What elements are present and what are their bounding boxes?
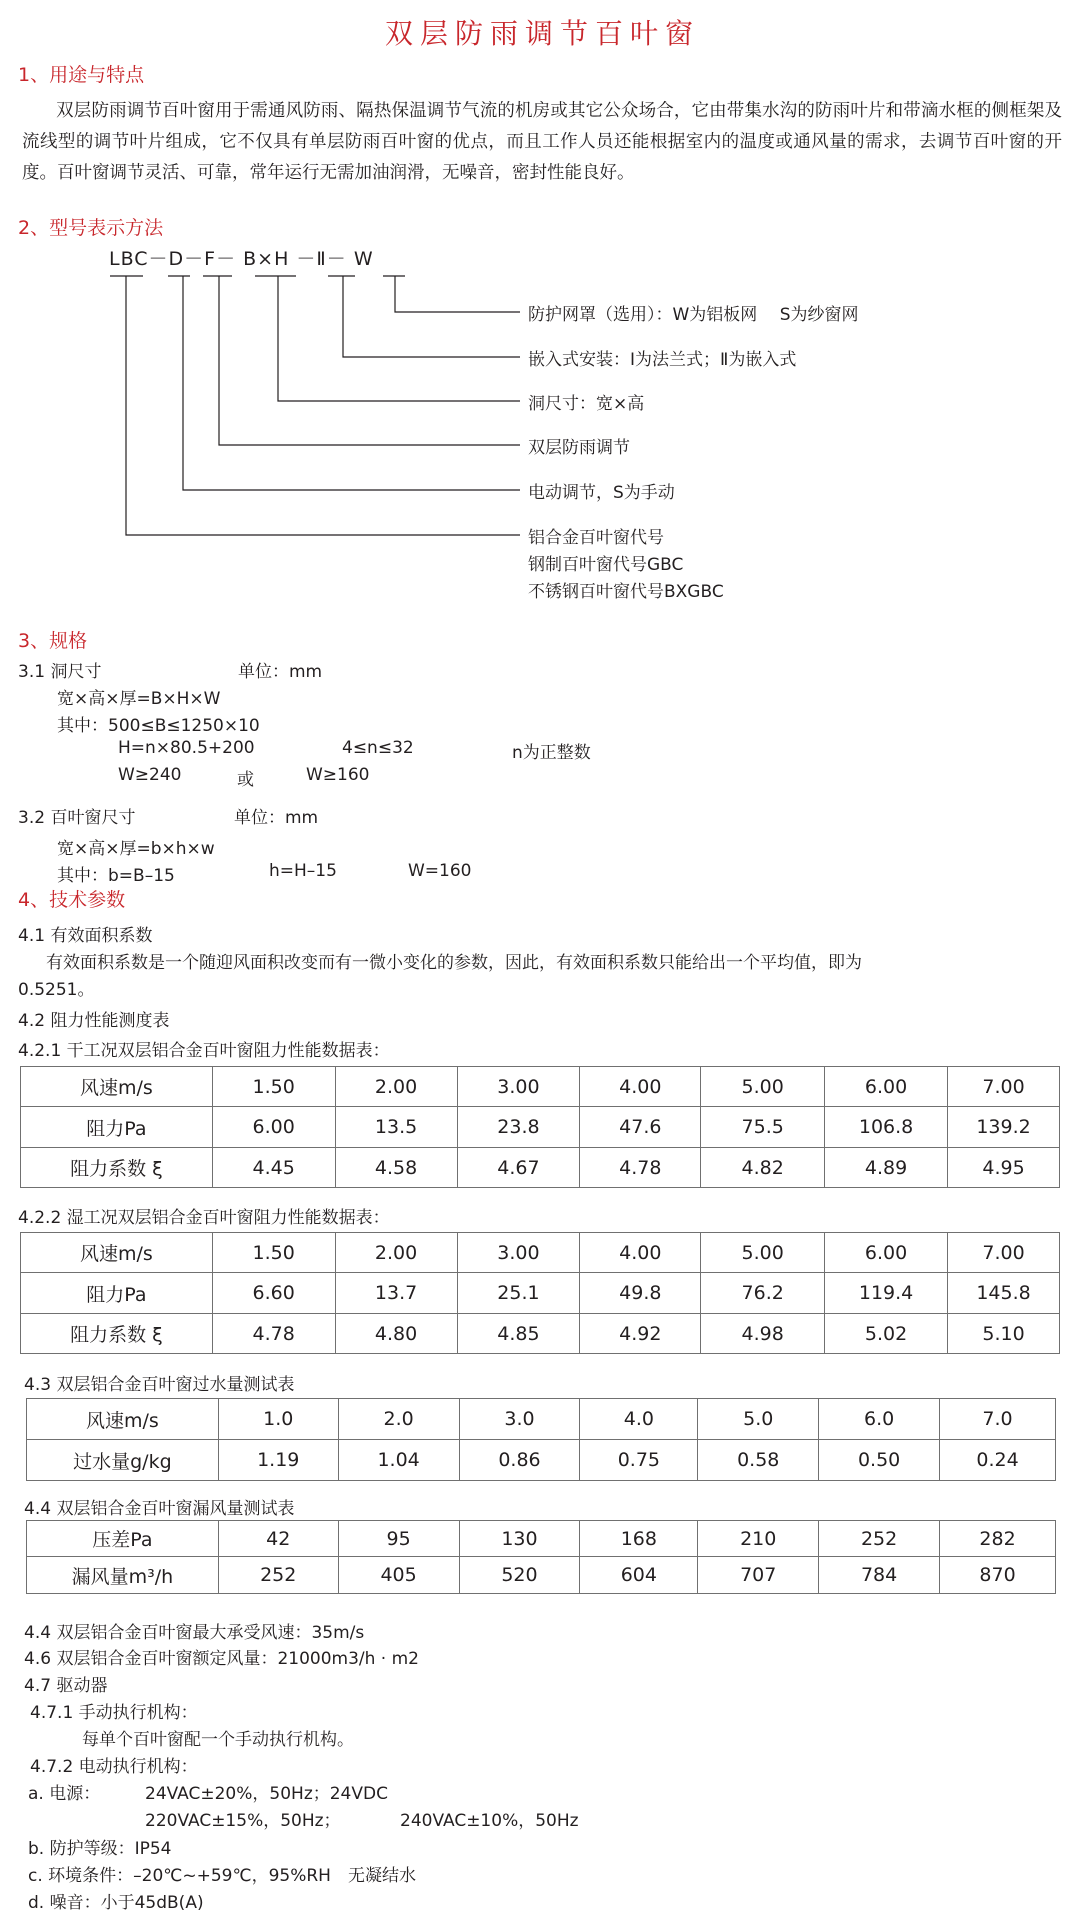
table-cell: 13.5	[335, 1107, 457, 1148]
table-cell: 252	[218, 1557, 338, 1594]
table-cell: 4.89	[825, 1148, 948, 1188]
table-cell: 6.0	[819, 1399, 940, 1440]
table-cell: 4.78	[580, 1148, 701, 1188]
row-header: 风速m/s	[21, 1233, 213, 1273]
table-cell: 2.00	[335, 1233, 457, 1273]
table-cell: 6.00	[825, 1233, 948, 1273]
spec-31-unit: 单位：mm	[238, 662, 323, 682]
table-cell: 47.6	[580, 1107, 701, 1148]
row-header: 阻力Pa	[21, 1107, 213, 1148]
table-cell: 707	[698, 1557, 819, 1594]
table-row	[21, 1273, 1060, 1314]
spec-32-label: 3.2 百叶窗尺寸	[18, 808, 136, 828]
spec-31-label: 3.1 洞尺寸	[18, 662, 102, 682]
spec-31-or: 或	[237, 770, 254, 790]
table-row	[21, 1107, 1060, 1148]
table-cell: 139.2	[948, 1107, 1060, 1148]
page-title: 双层防雨调节百叶窗	[384, 17, 700, 50]
table-cell: 520	[459, 1557, 580, 1594]
table-cell: 5.0	[698, 1399, 819, 1440]
table-cell: 95	[338, 1521, 459, 1557]
air-leakage-table	[26, 1520, 1056, 1594]
table-row	[21, 1314, 1060, 1354]
table-cell: 3.00	[457, 1233, 580, 1273]
row-header: 阻力系数 ξ	[21, 1314, 213, 1354]
explanation-stainless: 不锈钢百叶窗代号BXGBC	[528, 582, 724, 602]
param-max-wind: 4.4 双层铝合金百叶窗最大承受风速：35m/s	[24, 1623, 365, 1643]
param-422-title: 4.2.2 湿工况双层铝合金百叶窗阻力性能数据表：	[18, 1208, 390, 1228]
power-line-1: 24VAC±20%，50Hz；24VDC	[145, 1784, 388, 1804]
table-row	[27, 1440, 1056, 1481]
table-cell: 4.78	[212, 1314, 335, 1354]
table-cell: 0.86	[459, 1440, 580, 1481]
row-header: 过水量g/kg	[27, 1440, 219, 1481]
power-line-2b: 240VAC±10%，50Hz	[400, 1811, 579, 1831]
param-41-title: 4.1 有效面积系数	[18, 926, 153, 946]
protection-level: b. 防护等级：IP54	[28, 1839, 172, 1859]
param-471-title: 4.7.1 手动执行机构：	[30, 1703, 198, 1723]
table-cell: 49.8	[580, 1273, 701, 1314]
table-cell: 0.75	[580, 1440, 698, 1481]
table-cell: 23.8	[457, 1107, 580, 1148]
table-cell: 4.82	[701, 1148, 825, 1188]
spec-31-w2: W≥160	[306, 765, 370, 785]
row-header: 风速m/s	[27, 1399, 219, 1440]
table-cell: 5.00	[701, 1233, 825, 1273]
table-cell: 75.5	[701, 1107, 825, 1148]
param-472-title: 4.7.2 电动执行机构：	[30, 1757, 198, 1777]
spec-32-w: W=160	[408, 861, 472, 881]
section-1-heading: 1、用途与特点	[18, 64, 145, 86]
explanation-electric: 电动调节，S为手动	[528, 483, 675, 503]
table-cell: 3.0	[459, 1399, 580, 1440]
table-cell: 119.4	[825, 1273, 948, 1314]
explanation-install: 嵌入式安装：Ⅰ为法兰式；Ⅱ为嵌入式	[528, 350, 797, 370]
power-line-2a: 220VAC±15%，50Hz；	[145, 1811, 341, 1831]
param-rated-airflow: 4.6 双层铝合金百叶窗额定风量：21000m3/h · m2	[24, 1649, 419, 1669]
param-41-body-2: 0.5251。	[18, 980, 95, 1000]
table-cell: 25.1	[457, 1273, 580, 1314]
table-cell: 168	[580, 1521, 698, 1557]
table-cell: 210	[698, 1521, 819, 1557]
table-cell: 2.0	[338, 1399, 459, 1440]
table-cell: 4.00	[580, 1233, 701, 1273]
table-cell: 6.60	[212, 1273, 335, 1314]
table-cell: 4.67	[457, 1148, 580, 1188]
table-cell: 4.80	[335, 1314, 457, 1354]
table-cell: 4.00	[580, 1067, 701, 1107]
water-penetration-table	[26, 1398, 1056, 1481]
explanation-steel: 钢制百叶窗代号GBC	[528, 555, 684, 575]
table-row	[27, 1521, 1056, 1557]
table-cell: 0.58	[698, 1440, 819, 1481]
dry-resistance-table	[20, 1066, 1060, 1188]
row-header: 压差Pa	[27, 1521, 219, 1557]
table-cell: 784	[819, 1557, 940, 1594]
table-cell: 4.58	[335, 1148, 457, 1188]
table-cell: 5.02	[825, 1314, 948, 1354]
row-header: 风速m/s	[21, 1067, 213, 1107]
param-47-title: 4.7 驱动器	[24, 1676, 108, 1696]
spec-31-where: 其中：500≤B≤1250×10	[57, 716, 260, 736]
param-41-body-1: 有效面积系数是一个随迎风面积改变而有一微小变化的参数，因此，有效面积系数只能给出一个平均值，即为	[46, 953, 862, 973]
spec-32-formula: 宽×高×厚=b×h×w	[57, 839, 215, 859]
table-cell: 7.0	[940, 1399, 1056, 1440]
explanation-size: 洞尺寸：宽×高	[528, 394, 645, 414]
table-cell: 7.00	[948, 1233, 1060, 1273]
spec-31-w1: W≥240	[118, 765, 182, 785]
table-row	[27, 1557, 1056, 1594]
section-1-text: 双层防雨调节百叶窗用于需通风防雨、隔热保温调节气流的机房或其它公众场合，它由带集水沟的防雨叶片和带滴水框的侧框架及流线型的调节叶片组成，它不仅具有单层防雨百叶窗的优点，而且工作人员还能根据室内的温度或通风量的需求，去调节百叶窗的开度。百叶窗调节灵活、可靠，常年运行无需加油润滑，无噪音，密封性能良好。	[22, 101, 1062, 183]
table-cell: 0.24	[940, 1440, 1056, 1481]
section-3-heading: 3、规格	[18, 630, 88, 652]
table-row	[21, 1067, 1060, 1107]
table-row	[21, 1233, 1060, 1273]
explanation-double-layer: 双层防雨调节	[528, 438, 630, 458]
power-label: a. 电源：	[28, 1784, 101, 1804]
table-cell: 42	[218, 1521, 338, 1557]
table-cell: 6.00	[825, 1067, 948, 1107]
param-43-title: 4.3 双层铝合金百叶窗过水量测试表	[24, 1375, 295, 1395]
param-44-title: 4.4 双层铝合金百叶窗漏风量测试表	[24, 1499, 295, 1519]
spec-31-n-note: n为正整数	[512, 743, 591, 763]
table-cell: 7.00	[948, 1067, 1060, 1107]
row-header: 阻力Pa	[21, 1273, 213, 1314]
spec-31-n-range: 4≤n≤32	[342, 738, 414, 758]
spec-32-unit: 单位：mm	[234, 808, 319, 828]
explanation-mesh: 防护网罩（选用）：W为铝板网 S为纱窗网	[528, 305, 859, 325]
section-2-heading: 2、型号表示方法	[18, 217, 164, 239]
table-cell: 106.8	[825, 1107, 948, 1148]
table-cell: 1.50	[212, 1233, 335, 1273]
explanation-aluminum: 铝合金百叶窗代号	[528, 528, 664, 548]
table-cell: 252	[819, 1521, 940, 1557]
row-header: 漏风量m³/h	[27, 1557, 219, 1594]
table-cell: 405	[338, 1557, 459, 1594]
table-cell: 5.00	[701, 1067, 825, 1107]
table-cell: 604	[580, 1557, 698, 1594]
table-row	[21, 1148, 1060, 1188]
table-cell: 1.19	[218, 1440, 338, 1481]
table-cell: 1.04	[338, 1440, 459, 1481]
table-cell: 4.45	[212, 1148, 335, 1188]
spec-31-h: H=n×80.5+200	[118, 738, 255, 758]
table-cell: 1.0	[218, 1399, 338, 1440]
table-cell: 4.85	[457, 1314, 580, 1354]
table-cell: 2.00	[335, 1067, 457, 1107]
table-cell: 870	[940, 1557, 1056, 1594]
table-cell: 13.7	[335, 1273, 457, 1314]
table-row	[27, 1399, 1056, 1440]
spec-32-b: 其中：b=B–15	[57, 866, 175, 886]
table-cell: 3.00	[457, 1067, 580, 1107]
environment-conditions: c. 环境条件：–20℃~+59℃，95%RH 无凝结水	[28, 1866, 416, 1886]
table-cell: 0.50	[819, 1440, 940, 1481]
section-4-heading: 4、技术参数	[18, 889, 126, 911]
table-cell: 76.2	[701, 1273, 825, 1314]
noise-level: d. 噪音：小于45dB(A)	[28, 1893, 204, 1913]
wet-resistance-table	[20, 1232, 1060, 1354]
table-cell: 4.95	[948, 1148, 1060, 1188]
table-cell: 4.92	[580, 1314, 701, 1354]
table-cell: 4.0	[580, 1399, 698, 1440]
table-cell: 5.10	[948, 1314, 1060, 1354]
row-header: 阻力系数 ξ	[21, 1148, 213, 1188]
param-42-title: 4.2 阻力性能测度表	[18, 1011, 170, 1031]
model-code: LBC－D－F－ B×H －Ⅱ－ W	[109, 248, 374, 270]
table-cell: 1.50	[212, 1067, 335, 1107]
table-cell: 6.00	[212, 1107, 335, 1148]
param-421-title: 4.2.1 干工况双层铝合金百叶窗阻力性能数据表：	[18, 1041, 390, 1061]
param-471-body: 每单个百叶窗配一个手动执行机构。	[82, 1730, 354, 1750]
table-cell: 130	[459, 1521, 580, 1557]
spec-32-h: h=H–15	[269, 861, 337, 881]
table-cell: 282	[940, 1521, 1056, 1557]
table-cell: 145.8	[948, 1273, 1060, 1314]
table-cell: 4.98	[701, 1314, 825, 1354]
spec-31-formula: 宽×高×厚=B×H×W	[57, 689, 221, 709]
